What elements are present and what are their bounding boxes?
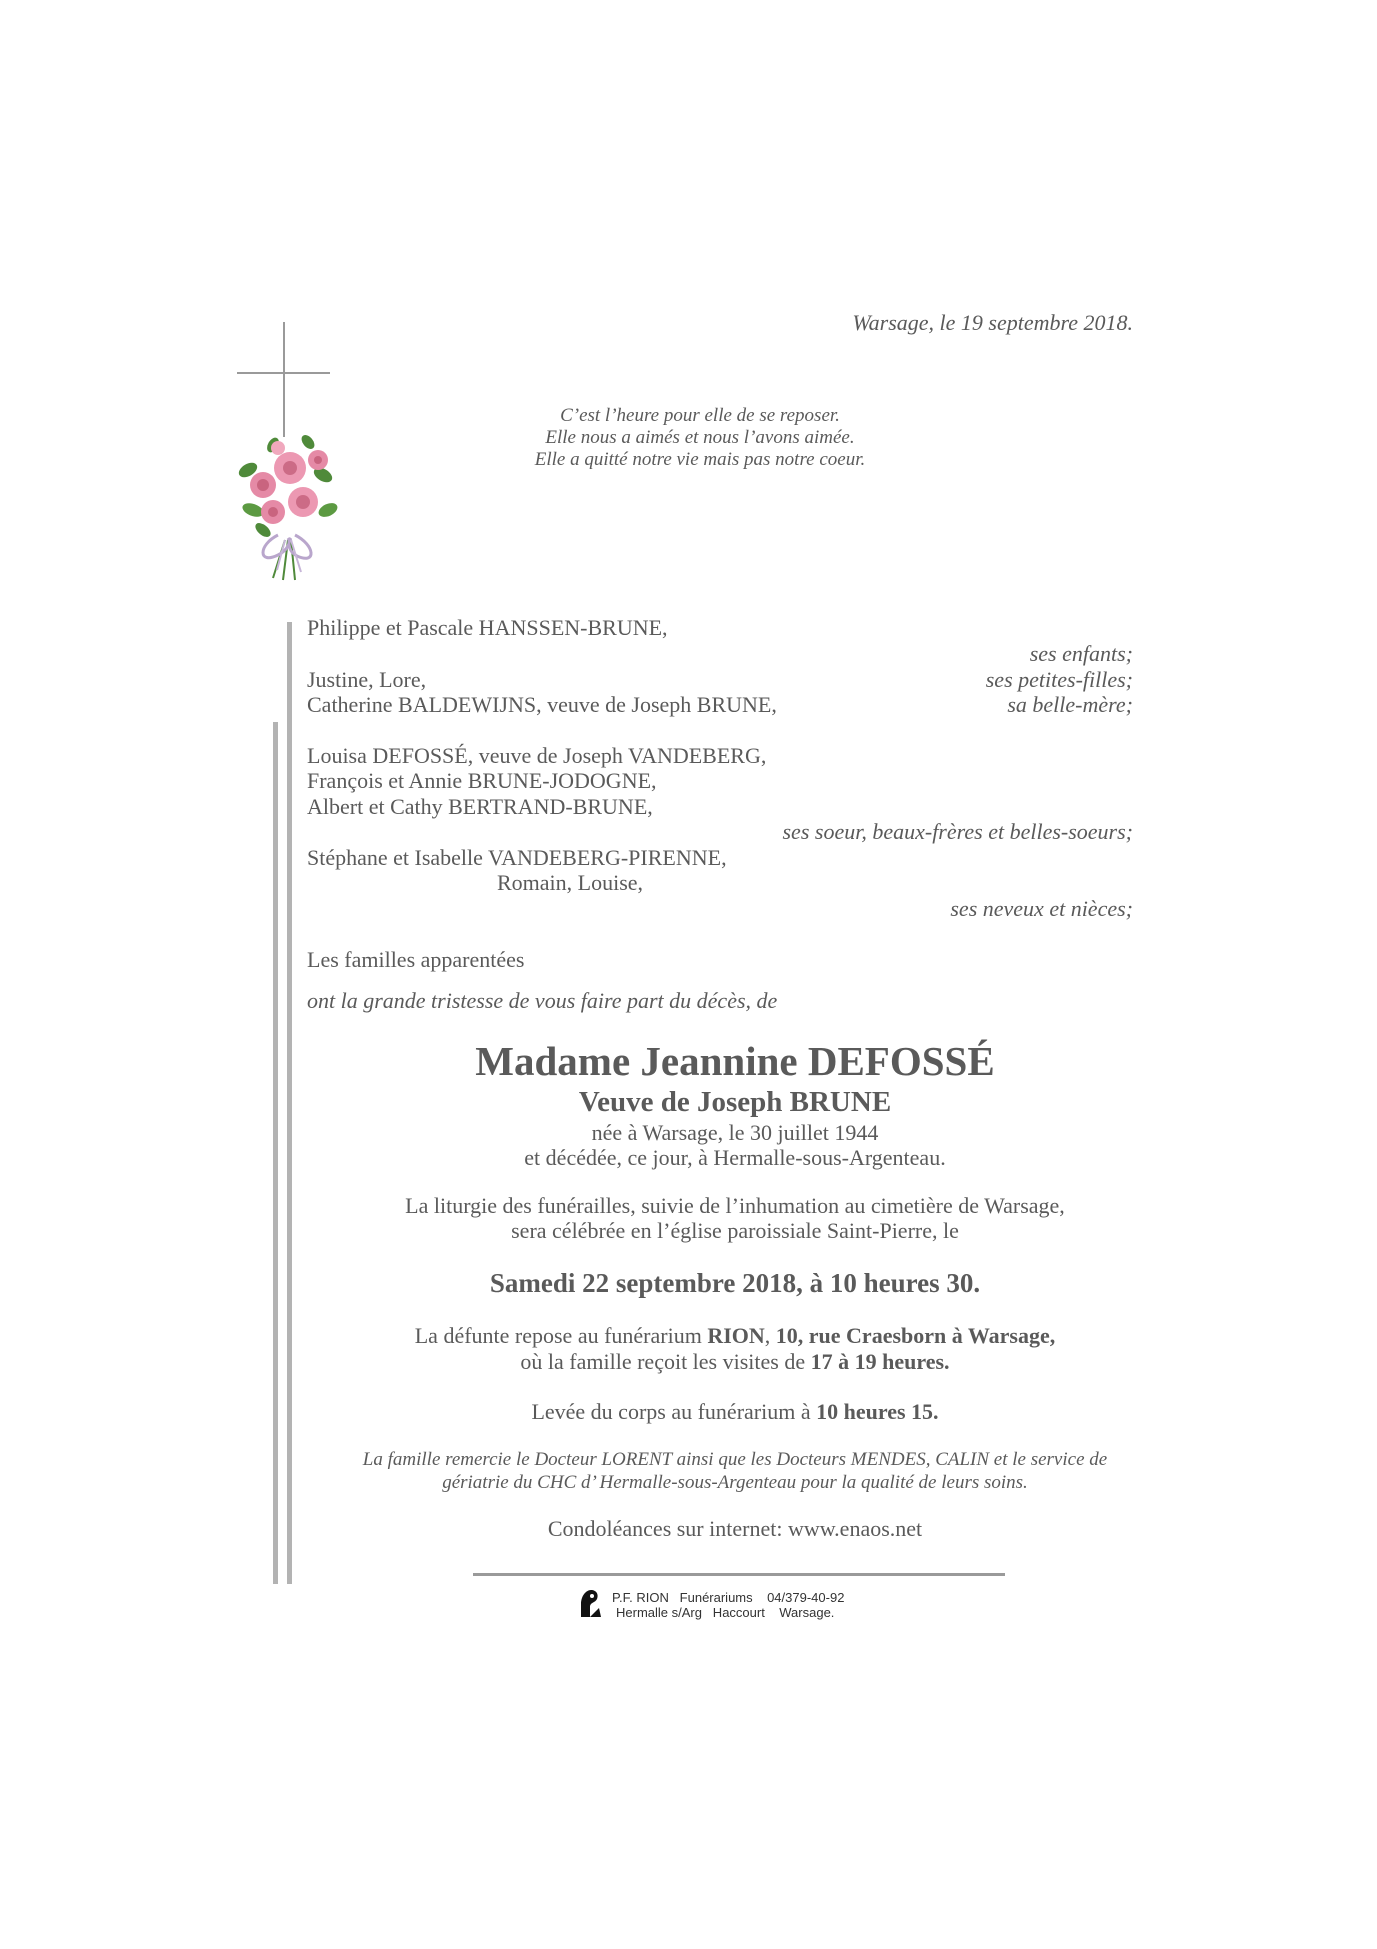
rest-address: 10, rue Craesborn à Warsage, [775,1323,1056,1348]
poem-line: Elle a quitté notre vie mais pas notre coeur. [534,449,866,470]
footer-line: Hermalle s/Arg Haccourt Warsage. [616,1605,835,1620]
role-mother-in-law: sa belle-mère; [1007,692,1133,717]
cross-horizontal-line [237,372,330,374]
poem-line: C’est l’heure pour elle de se reposer. [560,405,840,426]
left-bar-inner [287,622,292,1584]
thanks [300,1448,1170,1494]
funeral-home-logo-icon [577,1588,603,1618]
funeral-home-rest [300,1323,1170,1349]
family-grandchildren: Justine, Lore, [307,667,427,692]
ceremony-line: La liturgie des funérailles, suivie de l’inhumation au cimetière de Warsage, [405,1193,1065,1218]
related-families: Les familles apparentées [307,947,525,972]
poem [450,405,950,471]
ceremony-line: sera célébrée en l’église paroissiale Saint-Pierre, le [511,1218,959,1243]
deceased-widow-of: Veuve de Joseph BRUNE [578,1086,892,1118]
rest-sep: , [764,1323,776,1348]
visits-hours: 17 à 19 heures. [810,1349,950,1374]
rest-name: RION [707,1323,765,1348]
family-sibling: Louisa DEFOSSÉ, veuve de Joseph VANDEBERG, [307,743,767,768]
announcement: ont la grande tristesse de vous faire part du décès, de [307,988,778,1013]
family-nephew: Romain, Louise, [497,870,644,895]
funeral-home-visits [300,1349,1170,1375]
deceased-name: Madame Jeannine DEFOSSÉ [475,1038,995,1084]
deceased-born: née à Warsage, le 30 juillet 1944 [591,1120,879,1145]
left-bar-outer [273,722,278,1584]
footer-line: P.F. RION Funérariums 04/379-40-92 [612,1590,845,1605]
family-sibling: François et Annie BRUNE-JODOGNE, [307,768,657,793]
visits-prefix: où la famille reçoit les visites de [520,1349,811,1374]
role-nephews: ses neveux et nièces; [950,896,1133,921]
condolences: Condoléances sur internet: www.enaos.net [547,1516,923,1541]
family-sibling: Albert et Cathy BERTRAND-BRUNE, [307,794,653,819]
ceremony-date-time: Samedi 22 septembre 2018, à 10 heures 30. [489,1268,981,1298]
rose-bouquet-icon [233,430,343,585]
cross-vertical-line [283,322,285,437]
deceased-died: et décédée, ce jour, à Hermalle-sous-Argenteau. [524,1145,946,1170]
family-nephew: Stéphane et Isabelle VANDEBERG-PIRENNE, [307,845,727,870]
rest-prefix: La défunte repose au funérarium [414,1323,708,1348]
role-grandchildren: ses petites-filles; [985,667,1133,692]
thanks-line: gériatrie du CHC d’ Hermalle-sous-Argenteau pour la qualité de leurs soins. [442,1472,1028,1493]
role-children: ses enfants; [1029,641,1133,666]
removal-time: 10 heures 15. [816,1399,939,1424]
place-date: Warsage, le 19 septembre 2018. [852,310,1133,335]
thanks-line: La famille remercie le Docteur LORENT ainsi que les Docteurs MENDES, CALIN et le service de [362,1449,1108,1470]
poem-line: Elle nous a aimés et nous l’avons aimée. [545,427,855,448]
footer-rule [473,1573,1005,1576]
family-mother-in-law: Catherine BALDEWIJNS, veuve de Joseph BRUNE, [307,692,777,717]
removal-prefix: Levée du corps au funérarium à [531,1399,817,1424]
funeral-home-removal [300,1399,1170,1425]
role-siblings: ses soeur, beaux-frères et belles-soeurs; [782,819,1133,844]
family-children: Philippe et Pascale HANSSEN-BRUNE, [307,615,668,640]
